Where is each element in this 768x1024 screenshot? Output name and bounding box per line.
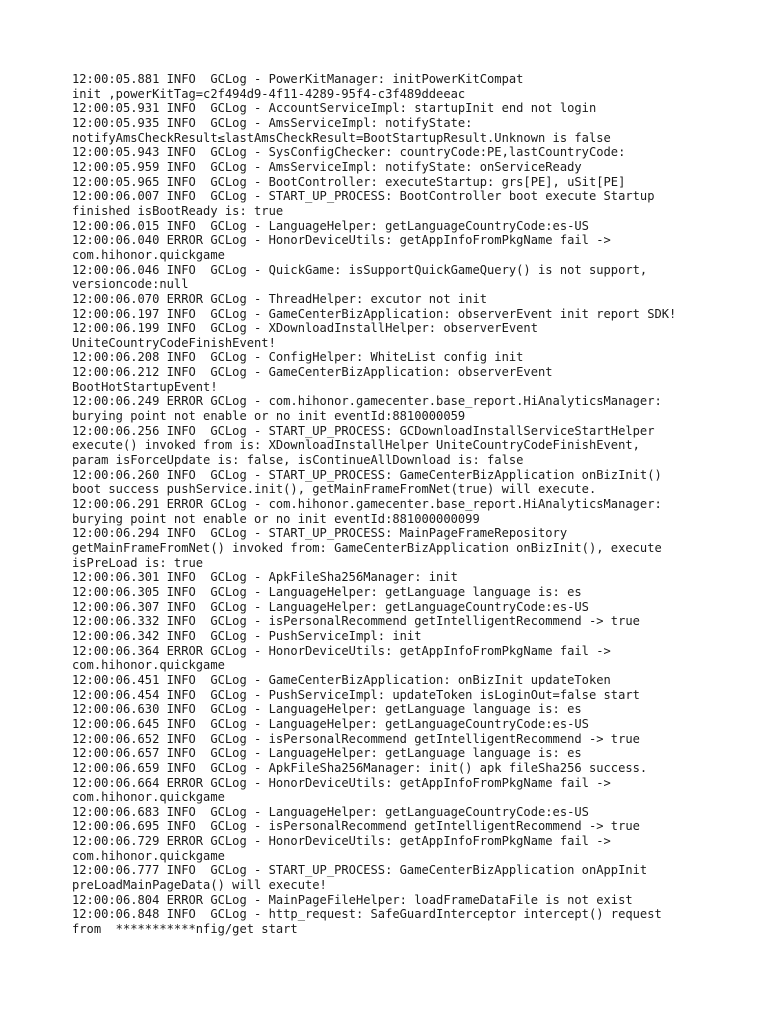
log-body bbox=[72, 72, 712, 937]
log-line: 12:00:06.659 INFO GCLog - ApkFileSha256Manager: init() apk fileSha256 success. bbox=[72, 760, 648, 775]
log-line: finished isBootReady is: true bbox=[72, 203, 284, 218]
log-line: 12:00:06.652 INFO GCLog - isPersonalRecommend getIntelligentRecommend -> true bbox=[72, 731, 640, 746]
log-line: versioncode:null bbox=[72, 277, 189, 292]
log-line: 12:00:06.804 ERROR GCLog - MainPageFileHelper: loadFrameDataFile is not exist bbox=[72, 892, 633, 907]
log-page bbox=[72, 72, 712, 937]
log-line: 12:00:05.959 INFO GCLog - AmsServiceImpl: notifyState: onServiceReady bbox=[72, 159, 582, 174]
log-line: 12:00:06.364 ERROR GCLog - HonorDeviceUtils: getAppInfoFromPkgName fail -> bbox=[72, 643, 611, 658]
log-line: 12:00:06.729 ERROR GCLog - HonorDeviceUtils: getAppInfoFromPkgName fail -> bbox=[72, 834, 611, 849]
log-line: 12:00:06.046 INFO GCLog - QuickGame: isSupportQuickGameQuery() is not support, bbox=[72, 262, 648, 277]
log-line: 12:00:05.965 INFO GCLog - BootController: executeStartup: grs[PE], uSit[PE] bbox=[72, 174, 626, 189]
log-line: 12:00:06.454 INFO GCLog - PushServiceImpl: updateToken isLoginOut=false start bbox=[72, 687, 640, 702]
log-line: 12:00:06.040 ERROR GCLog - HonorDeviceUtils: getAppInfoFromPkgName fail -> bbox=[72, 233, 611, 248]
log-line: 12:00:06.212 INFO GCLog - GameCenterBizApplication: observerEvent bbox=[72, 365, 553, 380]
log-line: 12:00:05.881 INFO GCLog - PowerKitManager: initPowerKitCompat bbox=[72, 72, 524, 86]
log-line: 12:00:06.683 INFO GCLog - LanguageHelper: getLanguageCountryCode:es-US bbox=[72, 804, 589, 819]
log-line: 12:00:06.260 INFO GCLog - START_UP_PROCESS: GameCenterBizApplication onBizInit() bbox=[72, 467, 662, 482]
log-line: com.hihonor.quickgame bbox=[72, 790, 225, 805]
log-line: 12:00:06.451 INFO GCLog - GameCenterBizApplication: onBizInit updateToken bbox=[72, 672, 611, 687]
log-line: 12:00:06.305 INFO GCLog - LanguageHelper: getLanguage language is: es bbox=[72, 584, 582, 599]
log-line: 12:00:06.777 INFO GCLog - START_UP_PROCESS: GameCenterBizApplication onAppInit bbox=[72, 863, 648, 878]
log-line: getMainFrameFromNet() invoked from: GameCenterBizApplication onBizInit(), execute bbox=[72, 541, 662, 555]
log-line: BootHotStartupEvent! bbox=[72, 379, 218, 394]
log-line: 12:00:06.249 ERROR GCLog - com.hihonor.gamecenter.base_report.HiAnalyticsManager: bbox=[72, 394, 662, 409]
log-line: 12:00:06.664 ERROR GCLog - HonorDeviceUtils: getAppInfoFromPkgName fail -> bbox=[72, 775, 611, 790]
log-line: 12:00:06.657 INFO GCLog - LanguageHelper: getLanguage language is: es bbox=[72, 746, 582, 761]
log-line: 12:00:06.291 ERROR GCLog - com.hihonor.gamecenter.base_report.HiAnalyticsManager: bbox=[72, 497, 662, 512]
log-line: burying point not enable or no init eventId:881000000099 bbox=[72, 511, 480, 526]
log-line: isPreLoad is: true bbox=[72, 555, 204, 570]
log-line: 12:00:06.301 INFO GCLog - ApkFileSha256Manager: init bbox=[72, 570, 458, 585]
log-line: 12:00:06.848 INFO GCLog - http_request: SafeGuardInterceptor intercept() request bbox=[72, 907, 662, 922]
log-line: init ,powerKitTag=c2f494d9-4f11-4289-95f4-c3f489ddeeac bbox=[72, 86, 466, 101]
log-line: 12:00:05.943 INFO GCLog - SysConfigChecker: countryCode:PE,lastCountryCode: bbox=[72, 145, 626, 160]
log-line: UniteCountryCodeFinishEvent! bbox=[72, 335, 276, 350]
log-line: boot success pushService.init(), getMainFrameFromNet(true) will execute. bbox=[72, 482, 597, 497]
log-line: param isForceUpdate is: false, isContinueAllDownload is: false bbox=[72, 453, 524, 468]
log-line: notifyAmsCheckResult≤lastAmsCheckResult=BootStartupResult.Unknown is false bbox=[72, 130, 611, 145]
log-line: preLoadMainPageData() will execute! bbox=[72, 878, 327, 893]
log-line: 12:00:06.197 INFO GCLog - GameCenterBizApplication: observerEvent init report SDK! bbox=[72, 306, 677, 321]
log-line: from ***********nfig/get start bbox=[72, 922, 298, 937]
log-line: 12:00:06.256 INFO GCLog - START_UP_PROCESS: GCDownloadInstallServiceStartHelper bbox=[72, 423, 655, 438]
log-line: 12:00:06.332 INFO GCLog - isPersonalRecommend getIntelligentRecommend -> true bbox=[72, 614, 640, 629]
log-line: 12:00:06.307 INFO GCLog - LanguageHelper: getLanguageCountryCode:es-US bbox=[72, 599, 589, 614]
log-line: 12:00:06.294 INFO GCLog - START_UP_PROCESS: MainPageFrameRepository bbox=[72, 526, 568, 541]
log-line: com.hihonor.quickgame bbox=[72, 848, 225, 863]
log-line: 12:00:06.645 INFO GCLog - LanguageHelper: getLanguageCountryCode:es-US bbox=[72, 716, 589, 731]
log-line: 12:00:05.935 INFO GCLog - AmsServiceImpl: notifyState: bbox=[72, 115, 473, 130]
log-line: com.hihonor.quickgame bbox=[72, 247, 225, 262]
log-line: 12:00:06.007 INFO GCLog - START_UP_PROCESS: BootController boot execute Startup bbox=[72, 189, 655, 204]
log-line: com.hihonor.quickgame bbox=[72, 658, 225, 673]
log-line: execute() invoked from is: XDownloadInstallHelper UniteCountryCodeFinishEvent, bbox=[72, 438, 640, 453]
log-line: 12:00:06.070 ERROR GCLog - ThreadHelper: excutor not init bbox=[72, 291, 488, 306]
log-line: 12:00:06.208 INFO GCLog - ConfigHelper: WhiteList config init bbox=[72, 350, 524, 365]
log-line: 12:00:06.199 INFO GCLog - XDownloadInstallHelper: observerEvent bbox=[72, 321, 538, 336]
log-line: 12:00:05.931 INFO GCLog - AccountServiceImpl: startupInit end not login bbox=[72, 101, 597, 116]
log-line: 12:00:06.630 INFO GCLog - LanguageHelper: getLanguage language is: es bbox=[72, 702, 582, 717]
log-line: 12:00:06.015 INFO GCLog - LanguageHelper: getLanguageCountryCode:es-US bbox=[72, 218, 589, 233]
log-line: 12:00:06.695 INFO GCLog - isPersonalRecommend getIntelligentRecommend -> true bbox=[72, 819, 640, 834]
log-line: 12:00:06.342 INFO GCLog - PushServiceImpl: init bbox=[72, 628, 422, 643]
log-line: burying point not enable or no init eventId:8810000059 bbox=[72, 409, 466, 424]
